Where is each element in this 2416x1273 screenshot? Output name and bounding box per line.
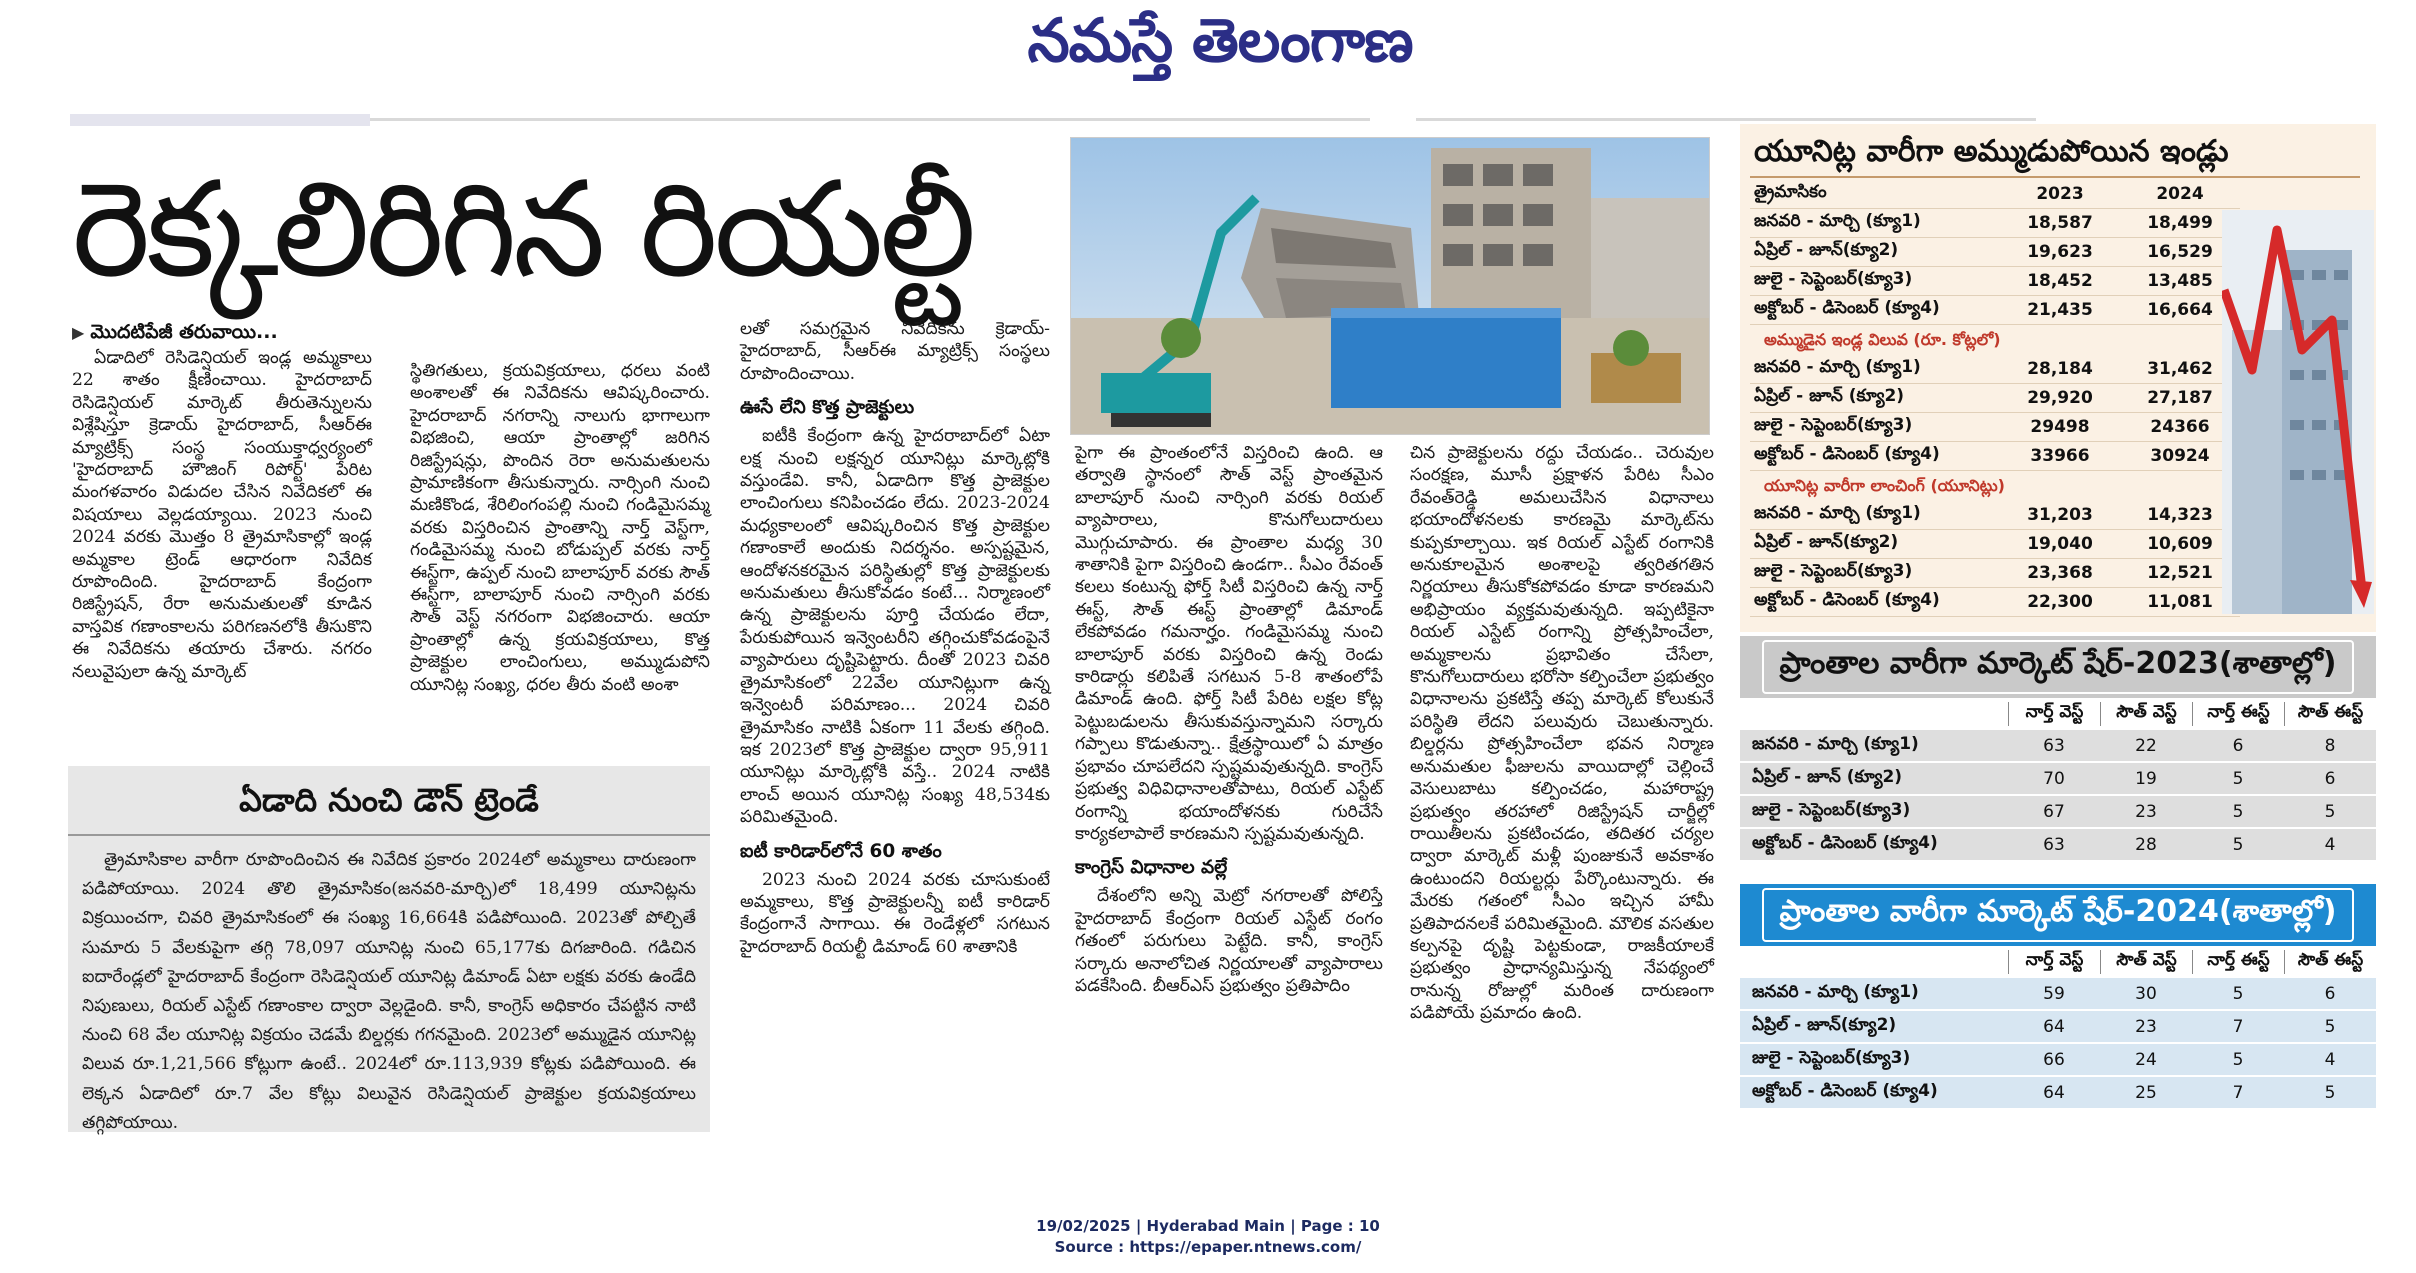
table-cell: 64: [2043, 1082, 2065, 1103]
kicker: [72, 318, 372, 347]
col4-paragraph-b: దేశంలోని అన్ని మెట్రో నగరాలతో పోలిస్తే హైదరాబాద్ కేంద్రంగా రియల్ ఎస్టేట్ రంగం గతంలో పరుగులు పెట్టేది. కానీ, కాంగ్రెస్ సర్కారు అనాలోచిత నిర్ణయాలతో వ్యాపారాలు పడకేసింది. బీఆర్ఎస్ ప్రభుత్వం ప్రతిపాదిం: [1075, 886, 1383, 996]
table-cell: 30: [2135, 983, 2157, 1004]
table-row: [1740, 763, 2376, 796]
divider: [1750, 176, 2360, 178]
table-row: [1740, 978, 2376, 1011]
article-column-1: [72, 318, 372, 683]
table-cell: 5: [2232, 768, 2244, 789]
table-row: [1740, 796, 2376, 829]
col3-paragraph-a: లతో సమగ్రమైన నివేదికను క్రెడాయ్-హైదరాబాద్, సీఆర్ఈ మ్యాట్రిక్స్ సంస్థలు రూపొందించాయి.: [740, 319, 1050, 384]
table-cell: 5: [2232, 834, 2244, 855]
table-row: [1750, 267, 2240, 296]
demolition-photo: [1070, 137, 1710, 435]
table-cell: జులై - సెప్టెంబర్(క్యూ3): [1754, 269, 1913, 289]
table-cell: 24: [2135, 1049, 2157, 1070]
table-row: [1750, 442, 2240, 471]
table-cell: 23: [2135, 1016, 2157, 1037]
table-cell: 6: [2232, 735, 2244, 756]
table-cell: అక్టోబర్ - డిసెంబర్ (క్యూ4): [1754, 298, 1940, 318]
table-cell: జులై - సెప్టెంబర్(క్యూ3): [1754, 561, 1913, 581]
table-cell: 6: [2324, 768, 2336, 789]
building-graphic: [2222, 210, 2374, 614]
table-cell: 30924: [2150, 446, 2210, 466]
table-cell: 10,609: [2147, 534, 2213, 554]
masthead-logo: నమస్తే తెలంగాణ: [1027, 6, 1413, 76]
table-row: [1750, 501, 2240, 530]
table-header-cell: 2024: [2156, 184, 2204, 204]
table-row: [1750, 238, 2240, 267]
table-cell: 27,187: [2147, 388, 2213, 408]
triangle-icon: ▶: [72, 323, 85, 342]
table-cell: 66: [2043, 1049, 2065, 1070]
page-footer: [0, 1216, 2416, 1258]
table-section-heading: అమ్ముడైన ఇండ్ల విలువ (రూ. కోట్లలో): [1764, 330, 2001, 349]
table-row: [1740, 829, 2376, 862]
downtrend-box: [68, 766, 710, 1132]
table-cell: 31,462: [2147, 359, 2213, 379]
table-cell: ఏప్రిల్ - జూన్(క్యూ2): [1752, 1014, 1897, 1035]
table-row: [1750, 296, 2240, 325]
table-cell: అక్టోబర్ - డిసెంబర్ (క్యూ4): [1752, 1080, 1938, 1101]
table-header-cell: సౌత్ ఈస్ట్: [2284, 702, 2376, 726]
table-row: [1740, 1044, 2376, 1077]
table-cell: ఏప్రిల్ - జూన్ (క్యూ2): [1752, 766, 1903, 787]
col3-subhead-1: ఊసే లేని కొత్త ప్రాజెక్టులు: [740, 397, 915, 419]
table-cell: 4: [2324, 834, 2336, 855]
table-cell: 5: [2324, 1082, 2336, 1103]
table-cell: 23,368: [2027, 563, 2093, 583]
table-header-cell: త్రైమాసికం: [1754, 182, 1827, 202]
article-column-4: [1075, 442, 1383, 997]
table-cell: జనవరి - మార్చి (క్యూ1): [1754, 357, 1921, 377]
table-cell: 19,040: [2027, 534, 2093, 554]
table-cell: 22,300: [2027, 592, 2093, 612]
table-cell: 31,203: [2027, 505, 2093, 525]
table-cell: 29498: [2030, 417, 2090, 437]
col1-paragraph: ఏడాదిలో రెసిడెన్షియల్ ఇండ్ల అమ్మకాలు 22 శాతం క్షీణించాయి. హైదరాబాద్ రెసిడెన్షియల్ మార్కెట్ తీరుతెన్నులను విశ్లేషిస్తూ క్రెడాయ్ హైదరాబాద్, సీఆర్ఈ మ్యాట్రిక్స్ సంస్థ సంయుక్తాధ్వర్యంలో 'హైదరాబాద్ హౌజింగ్ రిపోర్ట్' పేరిట మంగళవారం విడుదల చేసిన నివేదికలో ఈ విషయాలు వెల్లడయ్యాయి. 2023 నుంచి 2024 వరకు మొత్తం 8 త్రైమాసికాల్లో ఇండ్ల అమ్మకాల ట్రెండ్ ఆధారంగా నివేదిక రూపొందింది. హైదరాబాద్ కేంద్రంగా రిజిస్ట్రేషన్, రేరా అనుమతులతో కూడిన వాస్తవిక గణాంకాలను పరిగణనలోకి తీసుకొని ఈ నివేదికను తయారు చేశారు. నగరం నలువైపులా ఉన్న మార్కెట్: [72, 348, 372, 682]
downtrend-box-text: త్రైమాసికాల వారీగా రూపొందించిన ఈ నివేదిక ప్రకారం 2024లో అమ్మకాలు దారుణంగా పడిపోయాయి. 2024 తొలి త్రైమాసికం(జనవరి-మార్చి)లో 18,499 యూనిట్లను విక్రయించగా, చివరి త్రైమాసికంలో ఈ సంఖ్య 16,664కి పడిపోయింది. 2023తో పోల్చితే సుమారు 5 వేలకుపైగా తగ్గి 78,097 యూనిట్ల నుంచి 65,177కు దిగజారింది. గడిచిన ఐదారేండ్లలో హైదరాబాద్ కేంద్రంగా రెసిడెన్షియల్ యూనిట్ల డిమాండ్ ఏటా లక్షకు వరకు ఉండేది నిపుణులు, రియల్ ఎస్టేట్ గణాంకాల ద్వారా వెల్లడైంది. కానీ, కాంగ్రెస్ అధికారం చేపట్టిన నాటి నుంచి 68 వేల యూనిట్ల విక్రయం చెడమే బిల్డర్లకు గగనమైంది. 2023లో అమ్ముడైన యూనిట్ల విలువ రూ.1,21,566 కోట్లుగా ఉంటే.. 2024లో రూ.113,939 కోట్లకు పడిపోయింది. ఈ లెక్కన ఏడాదిలో రూ.7 వేల కోట్లు విలువైన రెసిడెన్షియల్ ప్రాజెక్టుల క్రయవిక్రయాలు తగ్గిపోయాయి.: [82, 850, 696, 1133]
table-section-heading: యూనిట్ల వారీగా లాంచింగ్ (యూనిట్లు): [1764, 476, 2005, 495]
article-column-2: [410, 360, 710, 696]
table-cell: 5: [2232, 983, 2244, 1004]
article-column-5: [1410, 442, 1714, 1025]
divider: [68, 834, 710, 836]
table-cell: 7: [2232, 1016, 2244, 1037]
table-cell: 64: [2043, 1016, 2065, 1037]
table-row: [1740, 1077, 2376, 1110]
table-cell: 8: [2324, 735, 2336, 756]
market-share-2024-title-band: [1740, 884, 2376, 946]
table-cell: 18,499: [2147, 213, 2213, 233]
table-cell: 18,587: [2027, 213, 2093, 233]
table-cell: 14,323: [2147, 505, 2213, 525]
table-cell: అక్టోబర్ - డిసెంబర్ (క్యూ4): [1754, 444, 1940, 464]
table-cell: 21,435: [2027, 300, 2093, 320]
table-cell: 16,664: [2147, 300, 2213, 320]
units-table-title: యూనిట్ల వారీగా అమ్ముడుపోయిన ఇండ్లు: [1754, 134, 2229, 169]
table-cell: 29,920: [2027, 388, 2093, 408]
table-header-cell: సౌత్ వెస్ట్: [2100, 702, 2192, 726]
table-cell: 16,529: [2147, 242, 2213, 262]
table-header-cell: నార్త్ వెస్ట్: [2008, 702, 2100, 726]
table-cell: 19: [2135, 768, 2157, 789]
table-cell: జనవరి - మార్చి (క్యూ1): [1752, 733, 1919, 754]
table-cell: 5: [2232, 801, 2244, 822]
table-row: [1740, 1011, 2376, 1044]
demolition-illustration: [1071, 138, 1710, 435]
table-cell: 22: [2135, 735, 2157, 756]
table-cell: 24366: [2150, 417, 2210, 437]
table-cell: 7: [2232, 1082, 2244, 1103]
table-cell: అక్టోబర్ - డిసెంబర్ (క్యూ4): [1754, 590, 1940, 610]
col5-paragraph: చిన ప్రాజెక్టులను రద్దు చేయడం.. చెరువుల సంరక్షణ, మూసీ ప్రక్షాళన పేరిట సీఎం రేవంత్‌రెడ్డి అమలుచేసిన విధానాలు భయాందోళనలకు కారణమై మార్కెట్‌ను కుప్పకూల్చాయి. ఇక రియల్ ఎస్టేట్ రంగానికి అనుకూలమైన అంశాలపై త్వరితగతిన నిర్ణయాలు తీసుకోకపోవడం కూడా కారణమని అభిప్రాయం వ్యక్తమవుతున్నది. ఇప్పటికైనా రియల్ ఎస్టేట్ రంగాన్ని ప్రోత్సహించేలా, అమ్మకాలను ప్రభావితం చేసేలా, కొనుగోలుదారులు భరోసా కల్పించేలా ప్రభుత్వం విధానాలను ప్రకటిస్తే తప్ప మార్కెట్ కోలుకునే పరిస్థితి లేదని పలువురు చెబుతున్నారు. బిల్డర్లను ప్రోత్సహించేలా భవన నిర్మాణ అనుమతుల ఫీజులను వాయిదాల్లో చెల్లించే వెసులుబాటు కల్పించడం, మహారాష్ట్ర ప్రభుత్వం తరహాలో రిజిస్ట్రేషన్ చార్జీల్లో రాయితీలను ప్రకటించడం, తదితర చర్యల ద్వారా మార్కెట్ మళ్లీ పుంజుకునే అవకాశం ఉంటుందని రియల్టర్లు పేర్కొంటున్నారు. ఈ మేరకు గతంలో సీఎం ఇచ్చిన హామీ ప్రతిపాదనలకే పరిమితమైంది. మౌలిక వసతుల కల్పనపై దృష్టి పెట్టకుండా, రాజకీయాలకే ప్రభుత్వం ప్రాధాన్యమిస్తున్న నేపథ్యంలో రానున్న రోజుల్లో మరింత దారుణంగా పడిపోయే ప్రమాదం ఉంది.: [1410, 443, 1714, 1024]
table-row: [1750, 559, 2240, 588]
table-cell: 5: [2232, 1049, 2244, 1070]
units-sold-table: [1740, 124, 2376, 632]
article-headline: రెక్కలిరిగిన రియల్టీ: [72, 153, 973, 307]
market-share-2024: [1740, 884, 2376, 1110]
table-cell: 18,452: [2027, 271, 2093, 291]
header-rule-left: [70, 118, 1370, 121]
table-cell: 28: [2135, 834, 2157, 855]
col4-subhead: కాంగ్రెస్ విధానాల వల్లే: [1075, 857, 1228, 879]
table-cell: జనవరి - మార్చి (క్యూ1): [1754, 503, 1921, 523]
table-header-cell: సౌత్ ఈస్ట్: [2284, 950, 2376, 974]
table-cell: 23: [2135, 801, 2157, 822]
col3-paragraph-c: 2023 నుంచి 2024 వరకు చూసుకుంటే అమ్మకాలు, కొత్త ప్రాజెక్టులన్నీ ఐటీ కారిడార్ కేంద్రంగానే సాగాయి. ఈ రెండేళ్లలో సగటున హైదరాబాద్ రియల్టీ డిమాండ్ 60 శాతానికి: [740, 869, 1050, 957]
table-cell: 59: [2043, 983, 2065, 1004]
table-cell: 63: [2043, 735, 2065, 756]
col4-paragraph-a: పైగా ఈ ప్రాంతంలోనే విస్తరించి ఉంది. ఆ తర్వాతి స్థానంలో సౌత్ వెస్ట్ ప్రాంతమైన బాలాపూర్ నుంచి నార్సింగి వరకు రియల్ వ్యాపారాలు, కొనుగోలుదారులు మొగ్గుచూపారు. ఈ ప్రాంతాల మధ్య 30 శాతానికి పైగా విస్తరించి ఉండగా.. సీఎం రేవంత్ కలలు కంటున్న ఫోర్త్ సిటీ విస్తరించి ఉన్న నార్త్ ఈస్ట్, సౌత్ ఈస్ట్ ప్రాంతాల్లో డిమాండ్ లేకపోవడం గమనార్హం. గండిమైసమ్మ నుంచి బాలాపూర్ వరకు విస్తరించి ఉన్న రెండు కారిడార్లు కలిపితే సగటున 5-8 శాతంలోపే డిమాండ్ ఉంది. ఫోర్త్ సిటీ పేరిట లక్షల కోట్ల పెట్టుబడులను తీసుకువస్తున్నామని సర్కారు గప్పాలు కొడుతున్నా.. క్షేత్రస్థాయిలో ఏ మాత్రం ప్రభావం చూపలేదని స్పష్టమవుతున్నది. కాంగ్రెస్ ప్రభుత్వ విధివిధానాలతోపాటు, రియల్ ఎస్టేట్ రంగాన్ని భయాందోళనకు గురిచేసే కార్యకలాపాలే కారణమని స్పష్టమవుతున్నది.: [1075, 443, 1383, 844]
table-cell: ఏప్రిల్ - జూన్(క్యూ2): [1754, 532, 1899, 552]
table-header-row: [1740, 698, 2376, 730]
footer-edition-info: 19/02/2025 | Hyderabad Main | Page : 10: [1036, 1217, 1380, 1235]
table-row: [1750, 588, 2240, 617]
table-cell: 11,081: [2147, 592, 2213, 612]
table-header-cell: 2023: [2036, 184, 2084, 204]
table-cell: 70: [2043, 768, 2065, 789]
col2-paragraph: స్థితిగతులు, క్రయవిక్రయాలు, ధరలు వంటి అంశాలతో ఈ నివేదికను ఆవిష్కరించారు. హైదరాబాద్ నగరాన్ని నాలుగు భాగాలుగా విభజించి, ఆయా ప్రాంతాల్లో జరిగిన రిజిస్ట్రేషన్లు, పొందిన రెరా అనుమతులను ప్రామాణికంగా తీసుకున్నారు. నార్సింగి నుంచి మణికొండ, శేరిలింగంపల్లి నుంచి గండిమైసమ్మ వరకు విస్తరించిన ప్రాంతాన్ని నార్త్ వెస్ట్‌గా, గండిమైసమ్మ నుంచి బోడుప్పల్ వరకు నార్త్ ఈస్ట్‌గా, ఉప్పల్ నుంచి బాలాపూర్ వరకు సౌత్ ఈస్ట్‌గా, బాలాపూర్ నుంచి నార్సింగి వరకు సౌత్ వెస్ట్ నగరంగా విభజించారు. ఆయా ప్రాంతాల్లో ఉన్న క్రయవిక్రయాలు, కొత్త ప్రాజెక్టుల లాంచింగులు, అమ్ముడుపోని యూనిట్ల సంఖ్య, ధరల తీరు వంటి అంశా: [410, 361, 710, 695]
table-cell: 13,485: [2147, 271, 2213, 291]
table-cell: 67: [2043, 801, 2065, 822]
table-cell: జులై - సెప్టెంబర్(క్యూ3): [1754, 415, 1913, 435]
header-rule-right: [1416, 118, 2036, 121]
table-cell: 5: [2324, 801, 2336, 822]
market-share-2023-title: ప్రాంతాల వారీగా మార్కెట్ షేర్-2023(శాతాల్లో): [1762, 640, 2355, 694]
table-header-cell: నార్త్ ఈస్ట్: [2192, 950, 2284, 974]
table-cell: ఏప్రిల్ - జూన్ (క్యూ2): [1754, 386, 1905, 406]
table-row: [1750, 384, 2240, 413]
market-share-2023-title-band: [1740, 636, 2376, 698]
table-cell: 63: [2043, 834, 2065, 855]
article-column-3: [740, 318, 1050, 958]
table-cell: 28,184: [2027, 359, 2093, 379]
table-cell: 19,623: [2027, 242, 2093, 262]
table-cell: 12,521: [2147, 563, 2213, 583]
col3-subhead-2: ఐటీ కారిడార్‌లోనే 60 శాతం: [740, 840, 942, 862]
downtrend-box-title: ఏడాది నుంచి డౌన్ ట్రెండే: [239, 781, 539, 819]
col3-paragraph-b: ఐటీకి కేంద్రంగా ఉన్న హైదరాబాద్‌లో ఏటా లక్ష నుంచి లక్షన్నర యూనిట్లు మార్కెట్లోకి వస్తుండేవి. కానీ, ఏడాదిగా కొత్త ప్రాజెక్టుల లాంచింగులు కనిపించడం లేదు. 2023-2024 మధ్యకాలంలో ఆవిష్కరించిన కొత్త ప్రాజెక్టుల గణాంకాలే అందుకు నిదర్శనం. అస్పష్టమైన, ఆందోళనకరమైన పరిస్థితుల్లో కొత్త ప్రాజెక్టులకు అనుమతులు తీసుకోవడం కంటే... నిర్మాణంలో ఉన్న ప్రాజెక్టులను పూర్తి చేయడం లేదా, పేరుకుపోయిన ఇన్వెంటరీని తగ్గించుకోవడంపైనే వ్యాపారులు దృష్టిపెట్టారు. దీంతో 2023 చివరి త్రైమాసికంలో 22వేల యూనిట్లుగా ఉన్న ఇన్వెంటరీ పరిమాణం... 2024 చివరి త్రైమాసికం నాటికి ఏకంగా 11 వేలకు తగ్గింది. ఇక 2023లో కొత్త ప్రాజెక్టుల ద్వారా 95,911 యూనిట్లు మార్కెట్లోకి వస్తే.. 2024 నాటికి లాంచ్ అయిన యూనిట్ల సంఖ్య 48,534కు పరిమితమైంది.: [740, 426, 1050, 828]
table-cell: జనవరి - మార్చి (క్యూ1): [1754, 211, 1921, 231]
table-cell: ఏప్రిల్ - జూన్(క్యూ2): [1754, 240, 1899, 260]
table-row: [1750, 209, 2240, 238]
table-header-row: [1740, 946, 2376, 978]
table-cell: అక్టోబర్ - డిసెంబర్ (క్యూ4): [1752, 832, 1938, 853]
table-cell: 4: [2324, 1049, 2336, 1070]
footer-source-link[interactable]: Source : https://epaper.ntnews.com/: [1054, 1238, 1362, 1256]
table-row: [1750, 413, 2240, 442]
table-cell: జులై - సెప్టెంబర్(క్యూ3): [1752, 799, 1911, 820]
table-cell: 25: [2135, 1082, 2157, 1103]
table-cell: జులై - సెప్టెంబర్(క్యూ3): [1752, 1047, 1911, 1068]
table-header-cell: సౌత్ వెస్ట్: [2100, 950, 2192, 974]
table-cell: 6: [2324, 983, 2336, 1004]
table-header-row: [1750, 180, 2240, 209]
table-cell: 5: [2324, 1016, 2336, 1037]
table-row: [1740, 730, 2376, 763]
table-cell: 33966: [2030, 446, 2090, 466]
table-cell: జనవరి - మార్చి (క్యూ1): [1752, 981, 1919, 1002]
building-downtrend-illustration: [2222, 210, 2374, 614]
kicker-text: మొదటిపేజీ తరువాయి...: [90, 321, 278, 343]
market-share-2023: [1740, 636, 2376, 862]
table-row: [1750, 530, 2240, 559]
market-share-2024-title: ప్రాంతాల వారీగా మార్కెట్ షేర్-2024(శాతాల్లో): [1762, 888, 2355, 942]
table-header-cell: నార్త్ వెస్ట్: [2008, 950, 2100, 974]
table-row: [1750, 355, 2240, 384]
table-header-cell: నార్త్ ఈస్ట్: [2192, 702, 2284, 726]
